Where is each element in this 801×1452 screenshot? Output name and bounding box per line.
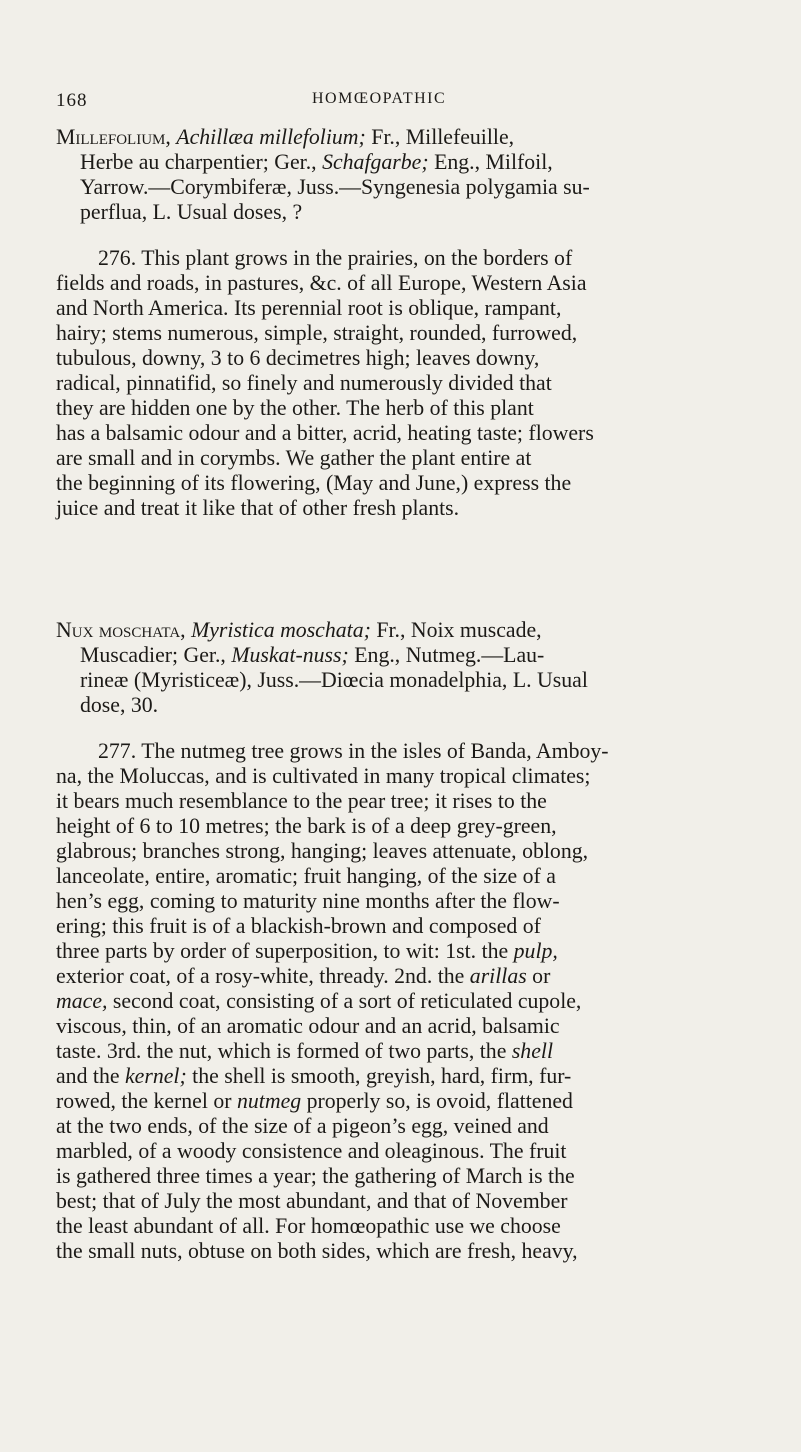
paragraph-line: tubulous, downy, 3 to 6 decimetres high; leaves downy,	[56, 346, 540, 370]
latin-name: Myristica moschata;	[191, 618, 371, 642]
term-mace: mace,	[56, 989, 108, 1013]
text-run: taste. 3rd. the nut, which is formed of two parts, the	[56, 1039, 512, 1063]
entry-nux-moschata	[56, 618, 782, 1264]
text-run: and the	[56, 1064, 125, 1088]
term-shell: shell	[511, 1039, 553, 1063]
entry-heading-line	[56, 643, 782, 668]
paragraph-line: at the two ends, of the size of a pigeon’s egg, veined and	[56, 1114, 549, 1138]
paragraph-line	[56, 989, 782, 1014]
text-run: The nutmeg tree grows in the isles of Banda, Amboy-	[136, 739, 609, 763]
paragraph-line	[56, 1039, 782, 1064]
paragraph-number: 276.	[98, 246, 137, 270]
text-run: Eng., Nutmeg.—Lau-	[348, 643, 545, 667]
paragraph-line: lanceolate, entire, aromatic; fruit hanging, of the size of a	[56, 864, 556, 888]
paragraph-line: height of 6 to 10 metres; the bark is of a deep grey-green,	[56, 814, 557, 838]
running-head: HOMŒOPATHIC	[312, 90, 447, 107]
latin-name: Achillæa millefolium;	[176, 125, 366, 149]
paragraph-line: ering; this fruit is of a blackish-brown and composed of	[56, 914, 541, 938]
german-name: Muskat-nuss;	[231, 643, 349, 667]
paragraph-line	[56, 939, 782, 964]
paragraph-line: na, the Moluccas, and is cultivated in many tropical climates;	[56, 764, 591, 788]
term-pulp: pulp,	[513, 939, 558, 963]
entry-heading-line	[56, 618, 782, 643]
paragraph-number: 277.	[98, 739, 137, 763]
paragraph-line	[56, 739, 782, 764]
paragraph-line	[56, 246, 782, 271]
paragraph-line	[56, 964, 782, 989]
paragraph-line: is gathered three times a year; the gathering of March is the	[56, 1164, 575, 1188]
paragraph-line: best; that of July the most abundant, and that of November	[56, 1189, 568, 1213]
paragraph-line: they are hidden one by the other. The herb of this plant	[56, 396, 534, 420]
german-name: Schafgarbe;	[322, 150, 429, 174]
text-run: second coat, consisting of a sort of reticulated cupole,	[107, 989, 582, 1013]
remedy-name: Nux moschata,	[56, 618, 186, 642]
text-run: Fr., Noix muscade,	[370, 618, 542, 642]
paragraph-line: viscous, thin, of an aromatic odour and an acrid, balsamic	[56, 1014, 560, 1038]
entry-heading-line: dose, 30.	[80, 693, 159, 717]
entry-heading-line: perflua, L. Usual doses, ?	[80, 200, 303, 224]
term-arillas: arillas	[469, 964, 527, 988]
paragraph-line: hen’s egg, coming to maturity nine months after the flow-	[56, 889, 560, 913]
text-run: Fr., Millefeuille,	[365, 125, 515, 149]
text-run: or	[526, 964, 551, 988]
entry-heading-line: Millefolium, Achillæa millefolium; Fr., Millefeuille,	[56, 125, 515, 149]
entry-heading-line: rineæ (Myristiceæ), Juss.—Diœcia monadelphia, L. Usual	[80, 668, 588, 692]
paragraph-line: has a balsamic odour and a bitter, acrid, heating taste; flowers	[56, 421, 594, 445]
paragraph-line: are small and in corymbs. We gather the plant entire at	[56, 446, 532, 470]
text-run: the shell is smooth, greyish, hard, firm, fur-	[186, 1064, 572, 1088]
text-run: rowed, the kernel or	[56, 1089, 237, 1113]
paragraph-line: the small nuts, obtuse on both sides, which are fresh, heavy,	[56, 1239, 578, 1263]
entry-millefolium	[56, 125, 782, 521]
text-run: This plant grows in the prairies, on the borders of	[136, 246, 573, 270]
page-header	[56, 90, 761, 120]
remedy-name: Millefolium	[56, 125, 166, 149]
text-run: properly so, is ovoid, flattened	[301, 1089, 573, 1113]
paragraph-line: glabrous; branches strong, hanging; leaves attenuate, oblong,	[56, 839, 589, 863]
paragraph-line: hairy; stems numerous, simple, straight, rounded, furrowed,	[56, 321, 578, 345]
paragraph-line	[56, 1089, 782, 1114]
entry-heading-line: Yarrow.—Corymbiferæ, Juss.—Syngenesia polygamia su-	[80, 175, 590, 199]
term-kernel: kernel;	[125, 1064, 187, 1088]
paragraph-line: the beginning of its flowering, (May and June,) express the	[56, 471, 572, 495]
paragraph-line: the least abundant of all. For homœopathic use we choose	[56, 1214, 561, 1238]
paragraph-line: radical, pinnatifid, so finely and numerously divided that	[56, 371, 552, 395]
text-run: three parts by order of superposition, to wit: 1st. the	[56, 939, 514, 963]
text-run: Muscadier; Ger.,	[80, 643, 232, 667]
entry-heading-line	[56, 150, 782, 175]
paragraph-line: fields and roads, in pastures, &c. of all Europe, Western Asia	[56, 271, 587, 295]
paragraph-line: and North America. Its perennial root is oblique, rampant,	[56, 296, 562, 320]
text-run: Herbe au charpentier; Ger.,	[80, 150, 323, 174]
paragraph-line: juice and treat it like that of other fresh plants.	[56, 496, 460, 520]
term-nutmeg: nutmeg	[236, 1089, 302, 1113]
text-run: exterior coat, of a rosy-white, thready. 2nd. the	[56, 964, 470, 988]
paragraph-line	[56, 1064, 782, 1089]
paragraph-line: it bears much resemblance to the pear tree; it rises to the	[56, 789, 547, 813]
text-run: Eng., Milfoil,	[428, 150, 553, 174]
page-number: 168	[56, 90, 88, 111]
paragraph-line: marbled, of a woody consistence and oleaginous. The fruit	[56, 1139, 567, 1163]
